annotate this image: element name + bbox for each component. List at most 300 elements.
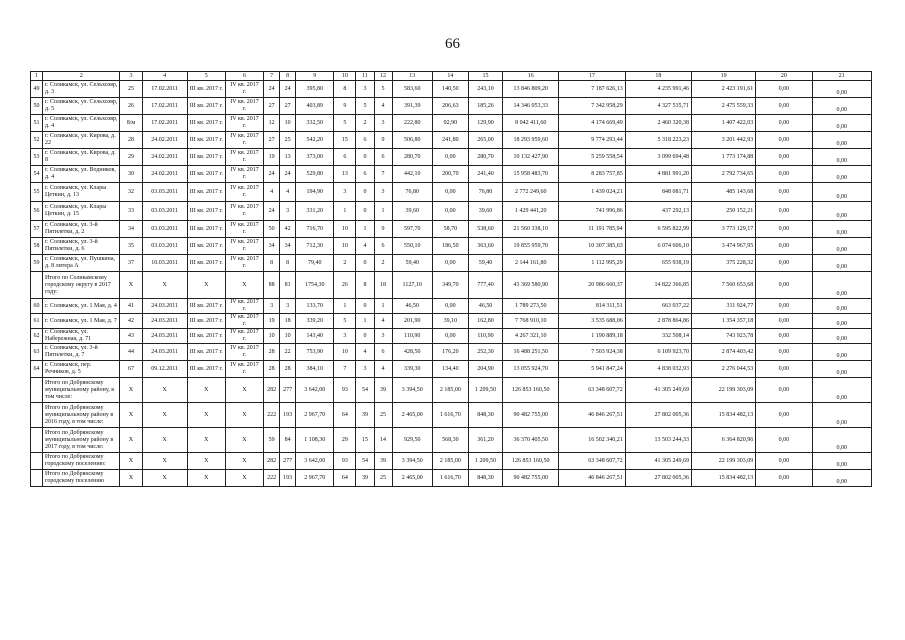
table-header-row xyxy=(31,72,872,81)
table-cell: X xyxy=(120,428,142,453)
table-cell: 0,00 xyxy=(812,166,871,183)
table-cell: 6 xyxy=(356,166,374,183)
table-cell: 36 370 405,50 xyxy=(503,428,559,453)
table-cell: 437 292,13 xyxy=(625,202,691,221)
table-cell: 27 xyxy=(264,98,280,115)
table-cell: 1 xyxy=(356,221,374,238)
table-cell: 0,00 xyxy=(756,272,812,299)
table-cell: 7 xyxy=(334,361,356,378)
table-cell: 49 xyxy=(31,81,43,98)
table-cell: 0,00 xyxy=(812,81,871,98)
table-cell: 583,60 xyxy=(392,81,432,98)
table-cell: X xyxy=(225,470,263,487)
table-cell: 54 xyxy=(356,453,374,470)
table-cell: 194,90 xyxy=(296,183,334,202)
table-cell: 0,00 xyxy=(756,428,812,453)
table-cell: 848 081,71 xyxy=(625,183,691,202)
table-cell: 282 xyxy=(264,378,280,403)
table-cell: IV кв. 2017 г. xyxy=(225,329,263,344)
table-cell: 538,60 xyxy=(468,221,502,238)
table-cell: 12 xyxy=(264,115,280,132)
table-cell: 0,00 xyxy=(756,166,812,183)
table-cell: 13 xyxy=(280,149,296,166)
table-cell: IV кв. 2017 г. xyxy=(225,221,263,238)
table-cell: 39,60 xyxy=(392,202,432,221)
table-cell: X xyxy=(142,272,187,299)
header-cell: 3 xyxy=(120,72,142,81)
table-cell: 3 xyxy=(356,81,374,98)
table-cell: 41 305 249,69 xyxy=(625,453,691,470)
table-cell: 43 xyxy=(120,329,142,344)
table-cell: 373,00 xyxy=(296,149,334,166)
table-cell: 10 xyxy=(280,329,296,344)
table-cell: 24 xyxy=(280,81,296,98)
header-cell: 9 xyxy=(296,72,334,81)
table-cell: 6 xyxy=(334,149,356,166)
table-cell: 42 xyxy=(280,221,296,238)
table-cell: 0,00 xyxy=(756,81,812,98)
table-cell: 206,63 xyxy=(432,98,468,115)
header-cell: 18 xyxy=(625,72,691,81)
table-cell: 3 xyxy=(374,115,392,132)
table-cell: 193 xyxy=(280,470,296,487)
table-cell: 26 xyxy=(120,98,142,115)
table-cell: 03.03.2011 xyxy=(142,238,187,255)
table-cell: 349,70 xyxy=(432,272,468,299)
table-cell: 03.03.2011 xyxy=(142,202,187,221)
table-cell: X xyxy=(225,272,263,299)
table-cell: 485 143,68 xyxy=(692,183,756,202)
table-cell: 24.02.2011 xyxy=(142,149,187,166)
table-cell: 0,00 xyxy=(756,361,812,378)
table-cell: 133,70 xyxy=(296,299,334,314)
table-row xyxy=(31,202,872,221)
header-cell: 7 xyxy=(264,72,280,81)
table-cell: 3 394,50 xyxy=(392,453,432,470)
table-cell: 339,20 xyxy=(296,314,334,329)
table-cell: 0,00 xyxy=(812,255,871,272)
table-cell: 58 xyxy=(31,238,43,255)
table-cell: III кв. 2017 г. xyxy=(187,221,225,238)
table-row xyxy=(31,344,872,361)
table-cell: 9 xyxy=(334,98,356,115)
table-row xyxy=(31,81,872,98)
table-cell: 0 xyxy=(356,329,374,344)
table-cell: 5 xyxy=(356,98,374,115)
table-cell: 0 xyxy=(356,183,374,202)
table-cell: 59,40 xyxy=(392,255,432,272)
table-cell: 24 xyxy=(264,166,280,183)
table-cell: IV кв. 2017 г. xyxy=(225,132,263,149)
table-cell: г. Соликамск, пер. Речников, д. 5 xyxy=(43,361,120,378)
table-cell: 24.03.2011 xyxy=(142,344,187,361)
table-cell: 1 xyxy=(334,202,356,221)
table-cell: X xyxy=(142,453,187,470)
table-cell: III кв. 2017 г. xyxy=(187,183,225,202)
table-cell: 60 xyxy=(31,299,43,314)
table-cell: 4 174 669,49 xyxy=(559,115,625,132)
table-row xyxy=(31,115,872,132)
table-cell: 5 941 847,24 xyxy=(559,361,625,378)
table-row xyxy=(31,132,872,149)
header-cell: 15 xyxy=(468,72,502,81)
table-cell: 126 853 160,50 xyxy=(503,453,559,470)
table-cell: 222 xyxy=(264,470,280,487)
table-cell: 550,10 xyxy=(392,238,432,255)
table-cell: 63 348 607,72 xyxy=(559,378,625,403)
table-cell: 27 xyxy=(280,98,296,115)
table-cell: 5 xyxy=(334,115,356,132)
table-cell: IV кв. 2017 г. xyxy=(225,314,263,329)
table-cell: 222,80 xyxy=(392,115,432,132)
table-cell: 1 429 441,20 xyxy=(503,202,559,221)
table-cell: X xyxy=(142,403,187,428)
table-cell: 6 074 606,10 xyxy=(625,238,691,255)
table-cell: 10 xyxy=(334,221,356,238)
table-cell: 39 xyxy=(356,470,374,487)
table-cell: 92,90 xyxy=(432,115,468,132)
table-cell: IV кв. 2017 г. xyxy=(225,255,263,272)
table-cell: 10.03.2011 xyxy=(142,255,187,272)
table-cell: 56 xyxy=(31,202,43,221)
table-cell: 4 xyxy=(374,98,392,115)
table-cell: 16 502 340,21 xyxy=(559,428,625,453)
table-cell: 1 190 889,18 xyxy=(559,329,625,344)
table-cell: 22 199 303,09 xyxy=(692,378,756,403)
table-cell: 0 xyxy=(356,149,374,166)
table-cell: Итого по Добрянскому муниципальному району в 2016 году, в том числе: xyxy=(43,403,120,428)
table-cell: 0,00 xyxy=(756,255,812,272)
table-cell: 0,00 xyxy=(812,470,871,487)
table-cell: 2 185,00 xyxy=(432,378,468,403)
table-cell: 0,00 xyxy=(812,132,871,149)
table-cell: 716,70 xyxy=(296,221,334,238)
table-cell: X xyxy=(120,272,142,299)
table-cell: 6 595 822,99 xyxy=(625,221,691,238)
table-cell: г. Соликамск, ул. 3-й Пятилетки, д. 6 xyxy=(43,238,120,255)
table-cell: 814 311,51 xyxy=(559,299,625,314)
table-cell: 3 642,00 xyxy=(296,453,334,470)
table-cell: 13 503 244,33 xyxy=(625,428,691,453)
table-cell: 28 xyxy=(264,361,280,378)
table-cell: г. Соликамск, ул. Сельхозяр, д. 5 xyxy=(43,98,120,115)
table-cell: 3 xyxy=(334,329,356,344)
table-cell: 42 xyxy=(120,314,142,329)
table-cell: 1754,30 xyxy=(296,272,334,299)
table-cell: г. Соликамск, ул. 3-й Пятилетки, д. 7 xyxy=(43,344,120,361)
table-cell: 57 xyxy=(31,221,43,238)
table-cell: 39,60 xyxy=(468,202,502,221)
table-cell: 3 xyxy=(374,329,392,344)
table-cell: X xyxy=(225,428,263,453)
table-cell: 46 846 267,51 xyxy=(559,470,625,487)
table-cell: 46,50 xyxy=(392,299,432,314)
table-cell: 428,50 xyxy=(392,344,432,361)
table-cell: 15 958 483,70 xyxy=(503,166,559,183)
table-row xyxy=(31,149,872,166)
table-cell: 0 xyxy=(356,255,374,272)
table-cell: 3 xyxy=(356,361,374,378)
table-cell: 265,00 xyxy=(468,132,502,149)
table-cell: IV кв. 2017 г. xyxy=(225,202,263,221)
table-cell: IV кв. 2017 г. xyxy=(225,361,263,378)
table-cell: 10 xyxy=(334,344,356,361)
table-cell: 59 xyxy=(264,428,280,453)
table-cell: 282 xyxy=(264,453,280,470)
table-cell: 62 xyxy=(31,329,43,344)
table-cell: 0,00 xyxy=(756,132,812,149)
table-cell: 2 967,70 xyxy=(296,470,334,487)
table-cell: Итого по Соликамскому городскому округу в 2017 году: xyxy=(43,272,120,299)
table-cell: III кв. 2017 г. xyxy=(187,344,225,361)
table-cell: 201,90 xyxy=(392,314,432,329)
table-cell: 50 xyxy=(264,221,280,238)
table-cell: 2 460 320,38 xyxy=(625,115,691,132)
table-cell: 1 209,50 xyxy=(468,453,502,470)
table-row xyxy=(31,361,872,378)
table-cell: 361,20 xyxy=(468,428,502,453)
table-cell: 51 xyxy=(31,115,43,132)
table-cell: 64 xyxy=(334,403,356,428)
table-cell: X xyxy=(142,378,187,403)
table-cell: Итого по Добрянскому муниципальному району, в том числе: xyxy=(43,378,120,403)
table-cell: 28 xyxy=(264,344,280,361)
table-cell: 39 xyxy=(374,453,392,470)
table-cell: 39 xyxy=(374,378,392,403)
table-cell: 0,00 xyxy=(812,221,871,238)
table-cell: 442,10 xyxy=(392,166,432,183)
table-cell: 8 xyxy=(280,255,296,272)
header-cell: 10 xyxy=(334,72,356,81)
table-cell: г. Соликамск, ул. Набережная, д. 71 xyxy=(43,329,120,344)
table-cell: 03.03.2011 xyxy=(142,221,187,238)
table-cell: Итого по Добрянскому муниципальному району в 2017 году, в том числе: xyxy=(43,428,120,453)
header-cell: 6 xyxy=(225,72,263,81)
table-cell: 64 xyxy=(31,361,43,378)
table-cell: 848,30 xyxy=(468,403,502,428)
table-cell: 17.02.2011 xyxy=(142,98,187,115)
table-cell: X xyxy=(225,378,263,403)
table-cell: 2 874 403,42 xyxy=(692,344,756,361)
table-cell: 35 xyxy=(120,238,142,255)
table-cell: Итого по Добрянскому городскому поселению xyxy=(43,470,120,487)
table-cell: 5 xyxy=(334,314,356,329)
table-cell: 10 xyxy=(334,238,356,255)
table-cell: 1 xyxy=(374,299,392,314)
table-cell: 29 xyxy=(120,149,142,166)
table-cell: 250 152,21 xyxy=(692,202,756,221)
table-cell: 0,00 xyxy=(756,378,812,403)
table-cell: 44 xyxy=(120,344,142,361)
table-cell: 14 xyxy=(374,428,392,453)
table-cell: 18 293 959,60 xyxy=(503,132,559,149)
table-cell: 90 482 755,00 xyxy=(503,470,559,487)
table-cell: 8 283 757,85 xyxy=(559,166,625,183)
table-cell: 1 209,50 xyxy=(468,378,502,403)
table-cell: 332,50 xyxy=(296,115,334,132)
table-cell: 34 xyxy=(120,221,142,238)
table-row xyxy=(31,238,872,255)
data-table xyxy=(30,71,872,487)
table-cell: 2 276 044,53 xyxy=(692,361,756,378)
table-cell: III кв. 2017 г. xyxy=(187,98,225,115)
table-cell: 7 xyxy=(374,166,392,183)
table-cell: 7 187 626,13 xyxy=(559,81,625,98)
table-cell: 0,00 xyxy=(756,344,812,361)
table-cell: 5 259 558,54 xyxy=(559,149,625,166)
table-cell: X xyxy=(120,470,142,487)
table-cell: 4 xyxy=(374,314,392,329)
table-cell: 241,40 xyxy=(468,166,502,183)
table-cell: 76,80 xyxy=(392,183,432,202)
table-cell: г. Соликамск, ул. Кирова, д. 22 xyxy=(43,132,120,149)
page-number: 66 xyxy=(445,36,460,52)
header-cell: 8 xyxy=(280,72,296,81)
table-cell: 16 488 251,50 xyxy=(503,344,559,361)
table-row xyxy=(31,470,872,487)
table-cell: 126 853 160,50 xyxy=(503,378,559,403)
table-cell: 43 369 580,90 xyxy=(503,272,559,299)
table-cell: 90 482 755,00 xyxy=(503,403,559,428)
table-cell: 09.12.2011 xyxy=(142,361,187,378)
table-cell: 24.03.2011 xyxy=(142,329,187,344)
table-cell: IV кв. 2017 г. xyxy=(225,166,263,183)
table-cell: 280,70 xyxy=(468,149,502,166)
table-cell: 1 108,30 xyxy=(296,428,334,453)
table-cell: 11 191 785,94 xyxy=(559,221,625,238)
table-cell: г. Соликамск, ул. Клары Цеткин, д. 13 xyxy=(43,183,120,202)
table-cell: III кв. 2017 г. xyxy=(187,329,225,344)
table-cell: 2 xyxy=(374,255,392,272)
table-cell: 39 xyxy=(356,403,374,428)
table-cell: 0,00 xyxy=(756,149,812,166)
table-cell: 39,10 xyxy=(432,314,468,329)
table-cell: 4 838 032,93 xyxy=(625,361,691,378)
table-cell: 8 xyxy=(334,81,356,98)
table-cell: 58,70 xyxy=(432,221,468,238)
table-cell: 395,80 xyxy=(296,81,334,98)
table-cell: 0,00 xyxy=(756,115,812,132)
table-cell: 2 465,00 xyxy=(392,470,432,487)
table-row xyxy=(31,314,872,329)
table-cell: III кв. 2017 г. xyxy=(187,81,225,98)
table-row xyxy=(31,221,872,238)
table-cell: 17.02.2011 xyxy=(142,115,187,132)
table-cell: 848,30 xyxy=(468,470,502,487)
table-cell: 22 xyxy=(280,344,296,361)
table-cell: 18 xyxy=(280,314,296,329)
table-cell: 3 642,00 xyxy=(296,378,334,403)
table-cell: 6 364 820,96 xyxy=(692,428,756,453)
table-cell: 6 xyxy=(374,344,392,361)
table-cell: 0,00 xyxy=(812,453,871,470)
table-cell: 193 xyxy=(280,403,296,428)
table-cell: 10 132 427,90 xyxy=(503,149,559,166)
table-cell: 34 xyxy=(264,238,280,255)
table-cell: 6 xyxy=(374,238,392,255)
table-cell: 339,30 xyxy=(392,361,432,378)
table-row xyxy=(31,166,872,183)
table-cell: 28 xyxy=(280,361,296,378)
table-cell: X xyxy=(187,453,225,470)
table-cell: 0,00 xyxy=(756,403,812,428)
table-cell: 10 307 385,63 xyxy=(559,238,625,255)
table-cell: 4 xyxy=(264,183,280,202)
table-cell: 143,40 xyxy=(296,329,334,344)
table-cell: 0,00 xyxy=(812,183,871,202)
table-cell: 2 xyxy=(334,255,356,272)
table-cell: 25 xyxy=(374,470,392,487)
header-cell: 13 xyxy=(392,72,432,81)
table-row xyxy=(31,299,872,314)
table-cell: 176,20 xyxy=(432,344,468,361)
table-cell: 4 xyxy=(356,344,374,361)
table-cell: 30 xyxy=(120,166,142,183)
table-cell: 280,70 xyxy=(392,149,432,166)
table-cell xyxy=(31,470,43,487)
table-row xyxy=(31,98,872,115)
header-cell: 16 xyxy=(503,72,559,81)
table-cell: X xyxy=(225,453,263,470)
table-cell: 24 xyxy=(264,202,280,221)
table-cell: 59 xyxy=(31,255,43,272)
table-cell: 1 407 422,03 xyxy=(692,115,756,132)
table-cell: 4 xyxy=(374,361,392,378)
table-cell: 542,20 xyxy=(296,132,334,149)
table-cell: 33 xyxy=(120,202,142,221)
table-cell: 0,00 xyxy=(812,299,871,314)
table-cell: 41 xyxy=(120,299,142,314)
table-cell: 0 xyxy=(356,202,374,221)
table-cell: 93 xyxy=(334,378,356,403)
header-cell: 20 xyxy=(756,72,812,81)
table-cell: 19 855 959,70 xyxy=(503,238,559,255)
table-cell: 0,00 xyxy=(812,202,871,221)
table-cell: 67 xyxy=(120,361,142,378)
table-cell: 25 xyxy=(120,81,142,98)
table-cell: г. Соликамск, ул. Водников, д. 4 xyxy=(43,166,120,183)
table-cell: 252,30 xyxy=(468,344,502,361)
table-cell: 88 xyxy=(264,272,280,299)
table-cell: 2 878 864,86 xyxy=(625,314,691,329)
table-cell: 50 xyxy=(31,98,43,115)
table-cell: X xyxy=(187,272,225,299)
table-cell: III кв. 2017 г. xyxy=(187,255,225,272)
table-row xyxy=(31,329,872,344)
table-cell: 7 503 924,38 xyxy=(559,344,625,361)
table-cell: г. Соликамск, ул. Пушкина, д. 8 литера А xyxy=(43,255,120,272)
table-cell: 27 802 005,36 xyxy=(625,470,691,487)
table-cell: 0,00 xyxy=(432,299,468,314)
table-cell: 4 xyxy=(280,183,296,202)
table-cell: 3 xyxy=(280,202,296,221)
table-cell: 6 109 923,70 xyxy=(625,344,691,361)
table-cell: 3 201 442,93 xyxy=(692,132,756,149)
table-cell: 59,40 xyxy=(468,255,502,272)
table-cell: 2 423 191,61 xyxy=(692,81,756,98)
table-cell: 741 996,86 xyxy=(559,202,625,221)
header-cell: 17 xyxy=(559,72,625,81)
table-cell: 0,00 xyxy=(812,115,871,132)
table-cell: 3 xyxy=(264,299,280,314)
table-cell: III кв. 2017 г. xyxy=(187,166,225,183)
table-cell: 10 xyxy=(264,329,280,344)
table-cell: 186,50 xyxy=(432,238,468,255)
table-cell: 391,39 xyxy=(392,98,432,115)
table-cell: 5 xyxy=(374,81,392,98)
table-cell: X xyxy=(187,378,225,403)
table-row xyxy=(31,428,872,453)
